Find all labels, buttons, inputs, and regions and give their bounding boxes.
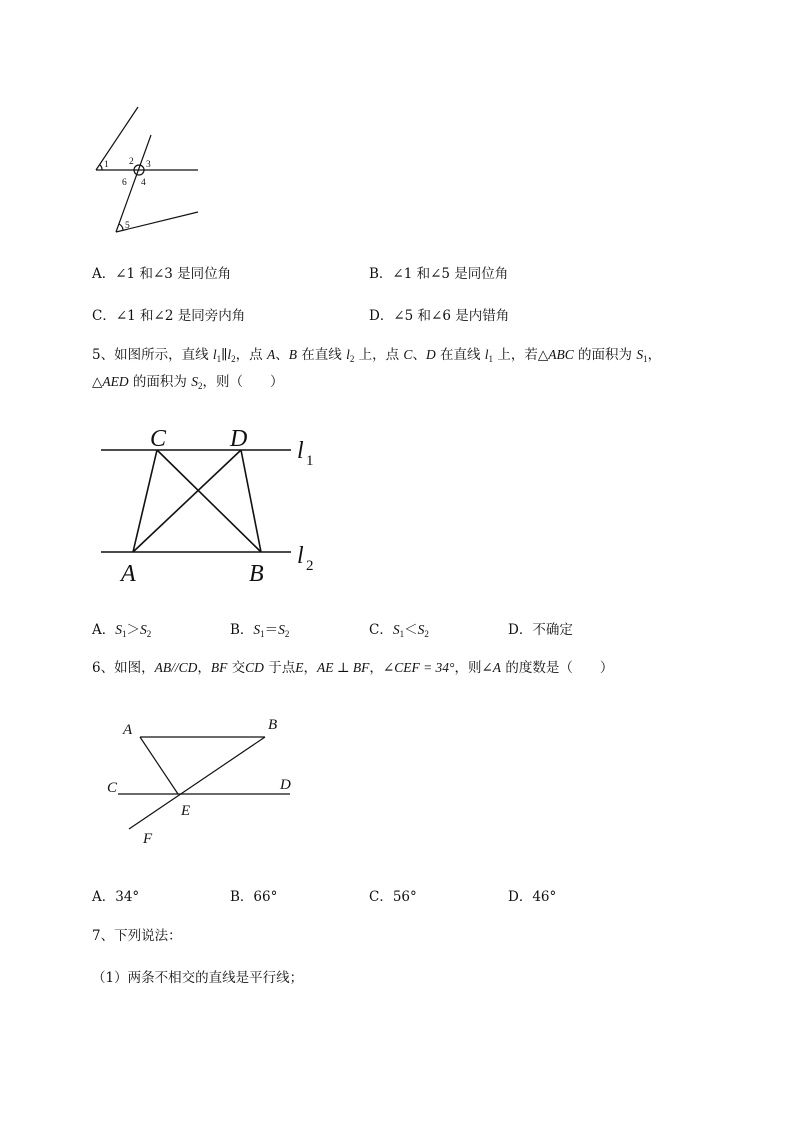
q6-cd: CD: [245, 660, 264, 675]
q6-stem: [92, 658, 613, 678]
q4-option-c-letter: C．: [92, 308, 116, 324]
q4-option-d-letter: D．: [369, 308, 394, 324]
q5-option-b-s2-sub: 2: [284, 629, 290, 639]
q5-sep: 、: [412, 347, 426, 363]
q5-option-b[interactable]: [230, 618, 289, 639]
q7-stem: 7、下列说法：: [92, 928, 182, 944]
q6-angle-cef: ∠CEF = 34°: [382, 660, 455, 675]
fig3-label-f: F: [143, 831, 153, 847]
fig1-label-3: 3: [146, 160, 151, 170]
q4-option-d-text: ∠5 和∠6 是内错角: [393, 308, 510, 324]
q6-text: ，则∠: [454, 660, 493, 676]
fig1-label-2: 2: [129, 157, 134, 167]
q5-text: 在直线: [435, 347, 485, 363]
q5-text: 的面积为: [573, 347, 637, 363]
fig2-seg-cb: [157, 450, 261, 552]
q5-triangle-aed: AED: [102, 374, 129, 389]
q6-text: ，: [303, 660, 317, 676]
q5-l1b-sub: 1: [488, 354, 494, 364]
figure-parallel-lines: [95, 418, 335, 590]
q5-text: ，点: [235, 347, 267, 363]
q4-option-c-text: ∠1 和∠2 是同旁内角: [115, 308, 246, 324]
q5-point-a: A: [266, 347, 276, 362]
q5-option-c-letter: C．: [369, 622, 393, 638]
q5-sep: 、: [275, 347, 289, 363]
q5-option-a-op: ＞: [126, 622, 140, 638]
figure-ab-parallel-cd: [100, 710, 300, 855]
q6-option-a[interactable]: [92, 885, 139, 905]
q5-triangle-abc: ABC: [548, 347, 574, 362]
q6-point-e: E: [295, 660, 304, 675]
q6-option-a-text: 34°: [115, 889, 140, 905]
q6-option-d-letter: D．: [508, 889, 533, 905]
q5-stem-line2: [92, 372, 283, 396]
q5-l2b: l: [346, 347, 350, 362]
q5-point-c: C: [403, 347, 413, 362]
q6-text: 的度数是（ ）: [501, 660, 614, 676]
q5-s1-sub: 1: [643, 354, 648, 364]
fig1-label-1: 1: [104, 160, 109, 170]
q5-l2: l: [227, 347, 232, 362]
q5-option-c-s1: S: [392, 622, 400, 637]
q6-ab-parallel-cd: AB//CD: [154, 660, 198, 675]
q5-text: 的面积为: [128, 374, 192, 390]
q5-point-d: D: [425, 347, 436, 362]
q5-triangle-symbol: △: [92, 374, 103, 390]
q5-l1-sub: 1: [216, 354, 222, 364]
q5-option-b-s1-sub: 1: [260, 629, 265, 639]
q6-text: ，: [369, 660, 383, 676]
fig3-label-c: C: [107, 780, 118, 796]
fig2-label-l1: l: [297, 438, 304, 464]
fig1-label-6: 6: [122, 178, 127, 188]
q6-ae-perp-bf: AE ⊥ BF: [316, 660, 370, 675]
q5-option-a-s2: S: [140, 622, 147, 637]
fig2-label-l2-sub: 2: [306, 558, 314, 574]
q6-option-c-letter: C．: [369, 889, 393, 905]
q5-option-c-s2: S: [417, 622, 425, 637]
q4-option-b[interactable]: [369, 262, 508, 282]
fig1-arc-5: [119, 224, 123, 230]
q6-option-b-letter: B．: [230, 889, 254, 905]
q4-option-b-text: ∠1 和∠5 是同位角: [392, 266, 509, 282]
q5-option-d-text: 不确定: [532, 622, 573, 638]
q4-option-a-text: ∠1 和∠3 是同位角: [115, 266, 232, 282]
q4-option-a[interactable]: [92, 262, 231, 282]
q5-l1: l: [212, 347, 217, 362]
q5-option-a-letter: A．: [92, 622, 116, 638]
q6-text: 6、如图，: [92, 660, 155, 676]
q5-text: 在直线: [296, 347, 347, 363]
q6-text: 交: [227, 660, 246, 676]
fig2-label-l2: l: [297, 543, 304, 569]
q5-s1: S: [636, 347, 644, 362]
q5-option-c[interactable]: [369, 618, 429, 639]
q6-option-a-letter: A．: [92, 889, 116, 905]
figure-angles: [88, 100, 208, 240]
q6-option-b-text: 66°: [253, 889, 278, 905]
fig2-label-l1-sub: 1: [306, 453, 314, 469]
fig1-label-4: 4: [141, 178, 146, 188]
fig2-seg-ca: [133, 450, 157, 552]
q6-option-d[interactable]: [508, 885, 556, 905]
q5-option-b-op: ＝: [264, 622, 279, 638]
q5-text: ，: [647, 347, 662, 363]
fig2-label-d: D: [230, 426, 248, 452]
q5-option-a-s1: S: [115, 622, 122, 637]
q4-option-c[interactable]: [92, 304, 245, 324]
q5-option-b-s2: S: [278, 622, 285, 637]
q5-text: 上，若△: [493, 347, 549, 363]
q5-text: 5、如图所示，直线: [92, 347, 213, 363]
q6-text: 于点: [263, 660, 296, 676]
q6-text: ，: [197, 660, 211, 676]
q6-bf: BF: [210, 660, 228, 675]
q5-s2-sub: 2: [197, 381, 203, 391]
fig1-arc-1: [100, 165, 102, 170]
fig3-label-e: E: [181, 803, 191, 819]
fig3-label-d: D: [280, 777, 291, 793]
q6-option-c-text: 56°: [392, 889, 417, 905]
q5-parallel: ∥: [221, 347, 228, 363]
q6-option-d-text: 46°: [532, 889, 557, 905]
fig2-label-c: C: [150, 426, 167, 452]
q5-l2b-sub: 2: [349, 354, 355, 364]
fig2-label-a: A: [121, 561, 136, 587]
fig1-label-5: 5: [125, 221, 130, 231]
q6-option-c[interactable]: [369, 885, 417, 905]
q5-option-a-s2-sub: 2: [146, 629, 152, 639]
q5-text: ，则（ ）: [202, 374, 284, 390]
q5-option-c-s2-sub: 2: [424, 629, 429, 639]
q4-option-b-letter: B．: [369, 266, 393, 282]
q5-stem-line1: [92, 345, 661, 369]
q5-option-a[interactable]: [92, 618, 151, 639]
q4-option-d[interactable]: [369, 304, 509, 324]
fig3-label-a: A: [123, 722, 133, 738]
q5-text: 上，点: [354, 347, 404, 363]
fig3-seg-ae: [140, 737, 178, 794]
fig2-label-b: B: [249, 561, 264, 587]
q5-option-c-s1-sub: 1: [399, 629, 405, 639]
q5-point-b: B: [288, 347, 297, 362]
q4-option-a-letter: A．: [92, 266, 116, 282]
fig2-seg-db: [241, 450, 261, 552]
q5-option-d-letter: D．: [508, 622, 533, 638]
fig2-seg-da: [133, 450, 241, 552]
q5-l1b: l: [484, 347, 489, 362]
q5-s2: S: [191, 374, 198, 389]
q5-option-b-letter: B．: [230, 622, 254, 638]
q5-option-a-s1-sub: 1: [122, 629, 127, 639]
q5-option-c-op: ＜: [404, 622, 418, 638]
q5-option-b-s1: S: [253, 622, 261, 637]
fig3-label-b: B: [268, 717, 278, 733]
q6-angle-a: A: [492, 660, 502, 675]
q5-l2-sub: 2: [231, 354, 236, 364]
q5-option-d[interactable]: [508, 618, 573, 638]
q6-option-b[interactable]: [230, 885, 277, 905]
q7-item-1: （1）两条不相交的直线是平行线；: [92, 970, 304, 986]
